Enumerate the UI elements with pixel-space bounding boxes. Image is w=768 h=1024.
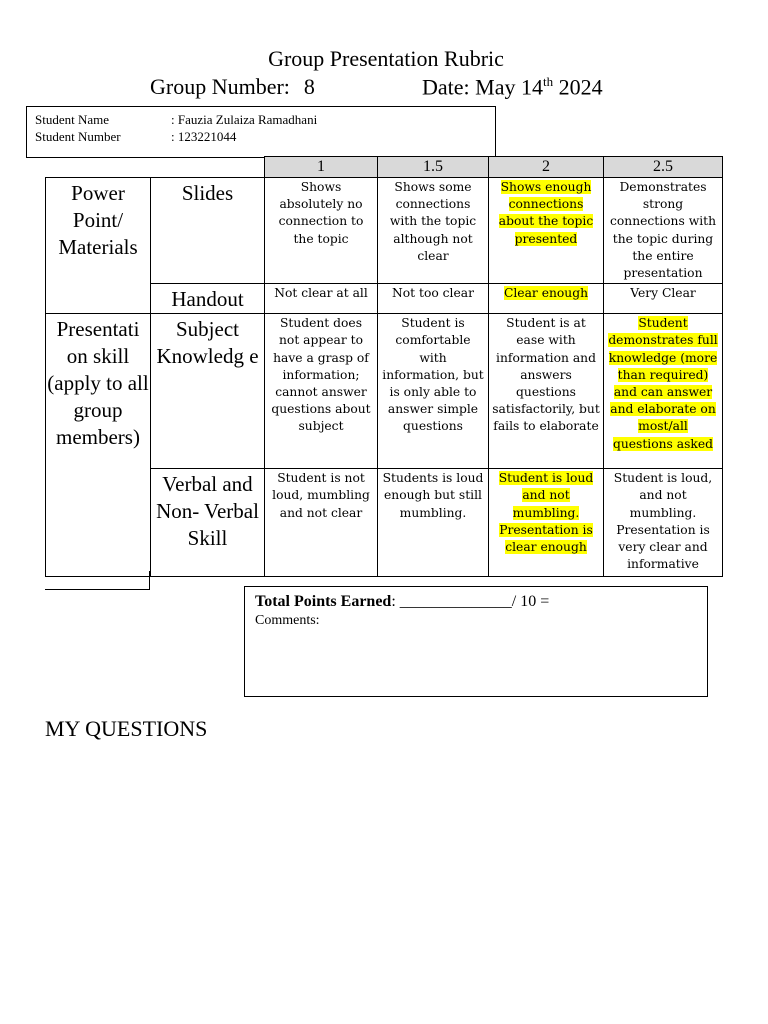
- slides-score-2-5: Demonstrates strong connections with the topic during the entire presentation: [604, 178, 723, 284]
- slides-score-2: Shows enough connections about the topic presented: [498, 180, 594, 246]
- criterion-verbal-skill: Verbal and Non- Verbal Skill: [151, 469, 265, 577]
- date-suffix: th: [542, 74, 554, 89]
- student-number-label: Student Number: [35, 129, 121, 144]
- total-points-blank: : ______________/ 10 =: [391, 593, 550, 610]
- verbal-score-2: Student is loud and not mumbling. Presentation is clear enough: [498, 471, 594, 555]
- group-number-value: 8: [303, 74, 315, 99]
- criterion-slides: Slides: [151, 178, 265, 284]
- student-info-box: [26, 106, 496, 158]
- knowledge-score-1: Student does not appear to have a grasp of information; cannot answer questions about subject: [265, 314, 378, 469]
- category-powerpoint: Power Point/ Materials: [46, 178, 151, 314]
- knowledge-score-2-5: Student demonstrates full knowledge (more than required) and can answer and elaborate on most/all questions asked: [608, 316, 718, 451]
- rubric-table: [45, 156, 723, 577]
- student-name-row: [35, 112, 318, 128]
- verbal-score-2-5: Student is loud, and not mumbling. Presentation is very clear and informative: [604, 469, 723, 577]
- handout-score-1: Not clear at all: [265, 284, 378, 314]
- my-questions-heading: MY QUESTIONS: [45, 716, 208, 741]
- knowledge-score-2-5-cell: [604, 314, 723, 469]
- date-label: Date: May 14: [422, 74, 543, 100]
- slides-score-1-5: Shows some connections with the topic although not clear: [378, 178, 489, 284]
- verbal-score-2-cell: [489, 469, 604, 577]
- student-name-value: : Fauzia Zulaiza Ramadhani: [171, 112, 318, 127]
- criterion-handout: Handout: [151, 284, 265, 314]
- handout-score-2-5: Very Clear: [604, 284, 723, 314]
- slides-score-1: Shows absolutely no connection to the topic: [265, 178, 378, 284]
- total-points-label: Total Points Earned: [255, 593, 392, 610]
- student-number-row: [35, 129, 237, 145]
- student-number-value: : 123221044: [171, 129, 237, 144]
- knowledge-score-1-5: Student is comfortable with information, but is only able to answer simple questions: [378, 314, 489, 469]
- score-header-2-5: 2.5: [604, 157, 723, 178]
- handout-score-1-5: Not too clear: [378, 284, 489, 314]
- date-field: [422, 74, 603, 100]
- table-tail-line: [45, 571, 150, 590]
- header-blank: [46, 157, 265, 178]
- total-points-box: [244, 586, 708, 697]
- rubric-title: Group Presentation Rubric: [268, 46, 504, 71]
- handout-score-2-cell: [489, 284, 604, 314]
- comments-label: Comments:: [255, 613, 320, 628]
- total-points-line: [255, 593, 549, 611]
- score-header-1: 1: [265, 157, 378, 178]
- student-name-label: Student Name: [35, 112, 110, 127]
- date-year: 2024: [553, 74, 603, 100]
- slides-score-2-cell: [489, 178, 604, 284]
- handout-score-2: Clear enough: [503, 286, 589, 301]
- criterion-subject-knowledge: Subject Knowledg e: [151, 314, 265, 469]
- score-header-2: 2: [489, 157, 604, 178]
- verbal-score-1: Student is not loud, mumbling and not clear: [265, 469, 378, 577]
- score-header-1-5: 1.5: [378, 157, 489, 178]
- group-number-label: Group Number:: [150, 74, 290, 99]
- group-date-line: [150, 74, 603, 100]
- category-presentation-skill: Presentati on skill (apply to all group members): [46, 314, 151, 577]
- verbal-score-1-5: Students is loud enough but still mumbling.: [378, 469, 489, 577]
- knowledge-score-2: Student is at ease with information and answers questions satisfactorily, but fails to elaborate: [489, 314, 604, 469]
